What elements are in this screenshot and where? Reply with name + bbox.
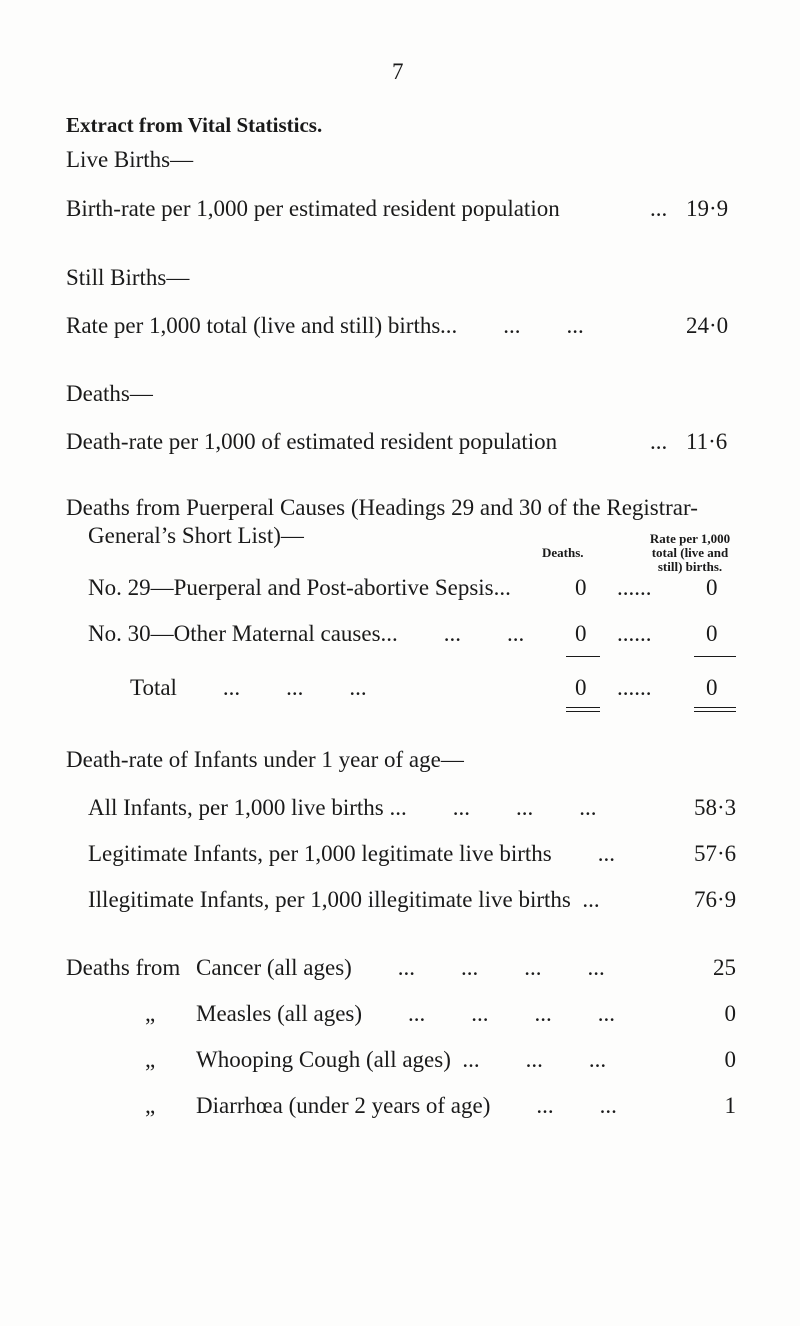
ditto-mark: „	[145, 1093, 156, 1118]
page-title: Extract from Vital Statistics.	[66, 113, 323, 137]
puerperal-row-label: No. 29—Puerperal and Post-abortive Sepsis...	[88, 575, 511, 600]
deaths-dots: ...	[650, 429, 668, 454]
ditto-mark: „	[145, 1001, 156, 1026]
total-rate: 0	[706, 675, 718, 700]
still-births-value: 24·0	[686, 313, 729, 338]
still-births-heading: Still Births—	[66, 265, 190, 290]
still-births-label: Rate per 1,000 total (live and still) births	[66, 313, 441, 338]
total-rule-rate	[694, 656, 736, 657]
puerperal-row-rate: 0	[706, 621, 718, 646]
puerperal-row-deaths: 0	[575, 621, 587, 646]
infant-row-label: Legitimate Infants, per 1,000 legitimate live births ...	[88, 841, 615, 866]
total-double-rule-deaths	[566, 707, 600, 712]
ditto-mark: „	[145, 1047, 156, 1072]
puerperal-row-deaths: 0	[575, 575, 587, 600]
live-births-dots: ...	[650, 196, 668, 221]
puerperal-heading-line1: Deaths from Puerperal Causes (Headings 29 and 30 of the Registrar-	[66, 495, 698, 520]
deaths-heading: Deaths—	[66, 381, 153, 406]
cause-row-value: 0	[724, 1001, 736, 1026]
infant-row-label: All Infants, per 1,000 live births ... ... ... ...	[88, 795, 597, 820]
col-header-rate	[632, 532, 748, 574]
cause-row-label: Diarrhœa (under 2 years of age) ... ...	[196, 1093, 617, 1118]
total-deaths: 0	[575, 675, 587, 700]
col-header-rate-line1: Rate per 1,000	[649, 531, 731, 546]
infant-row-label: Illegitimate Infants, per 1,000 illegitimate live births ...	[88, 887, 600, 912]
puerperal-row-sep: ......	[617, 575, 652, 600]
cause-row-value: 0	[724, 1047, 736, 1072]
cause-row-value: 25	[713, 955, 736, 980]
deaths-label: Death-rate per 1,000 of estimated resident population	[66, 429, 558, 454]
live-births-heading: Live Births—	[66, 147, 194, 172]
puerperal-row-sep: ......	[617, 621, 652, 646]
total-sep: ......	[617, 675, 652, 700]
deaths-value: 11·6	[686, 429, 728, 454]
cause-row-value: 1	[724, 1093, 736, 1118]
still-births-dots: ... ... ...	[440, 313, 584, 338]
total-label: Total ... ... ...	[130, 675, 367, 700]
puerperal-row-rate: 0	[706, 575, 718, 600]
cause-row-label: Measles (all ages) ... ... ... ...	[196, 1001, 616, 1026]
infant-row-value: 76·9	[694, 887, 737, 912]
live-births-value: 19·9	[686, 196, 729, 221]
causes-prefix: Deaths from	[66, 955, 181, 980]
col-header-rate-line3: still) births.	[657, 559, 723, 574]
live-births-label: Birth-rate per 1,000 per estimated resident population	[66, 196, 560, 221]
infants-heading: Death-rate of Infants under 1 year of age—	[66, 747, 464, 772]
puerperal-row-label: No. 30—Other Maternal causes... ... ...	[88, 621, 525, 646]
cause-row-label: Cancer (all ages) ... ... ... ...	[196, 955, 605, 980]
infant-row-value: 57·6	[694, 841, 737, 866]
cause-row-label: Whooping Cough (all ages) ... ... ...	[196, 1047, 607, 1072]
total-rule-deaths	[566, 656, 600, 657]
infant-row-value: 58·3	[694, 795, 737, 820]
col-header-rate-line2: total (live and	[651, 545, 729, 560]
total-double-rule-rate	[694, 707, 736, 712]
col-header-deaths: Deaths.	[542, 545, 584, 560]
puerperal-heading-line2: General’s Short List)—	[88, 523, 304, 548]
page-number: 7	[392, 59, 404, 84]
